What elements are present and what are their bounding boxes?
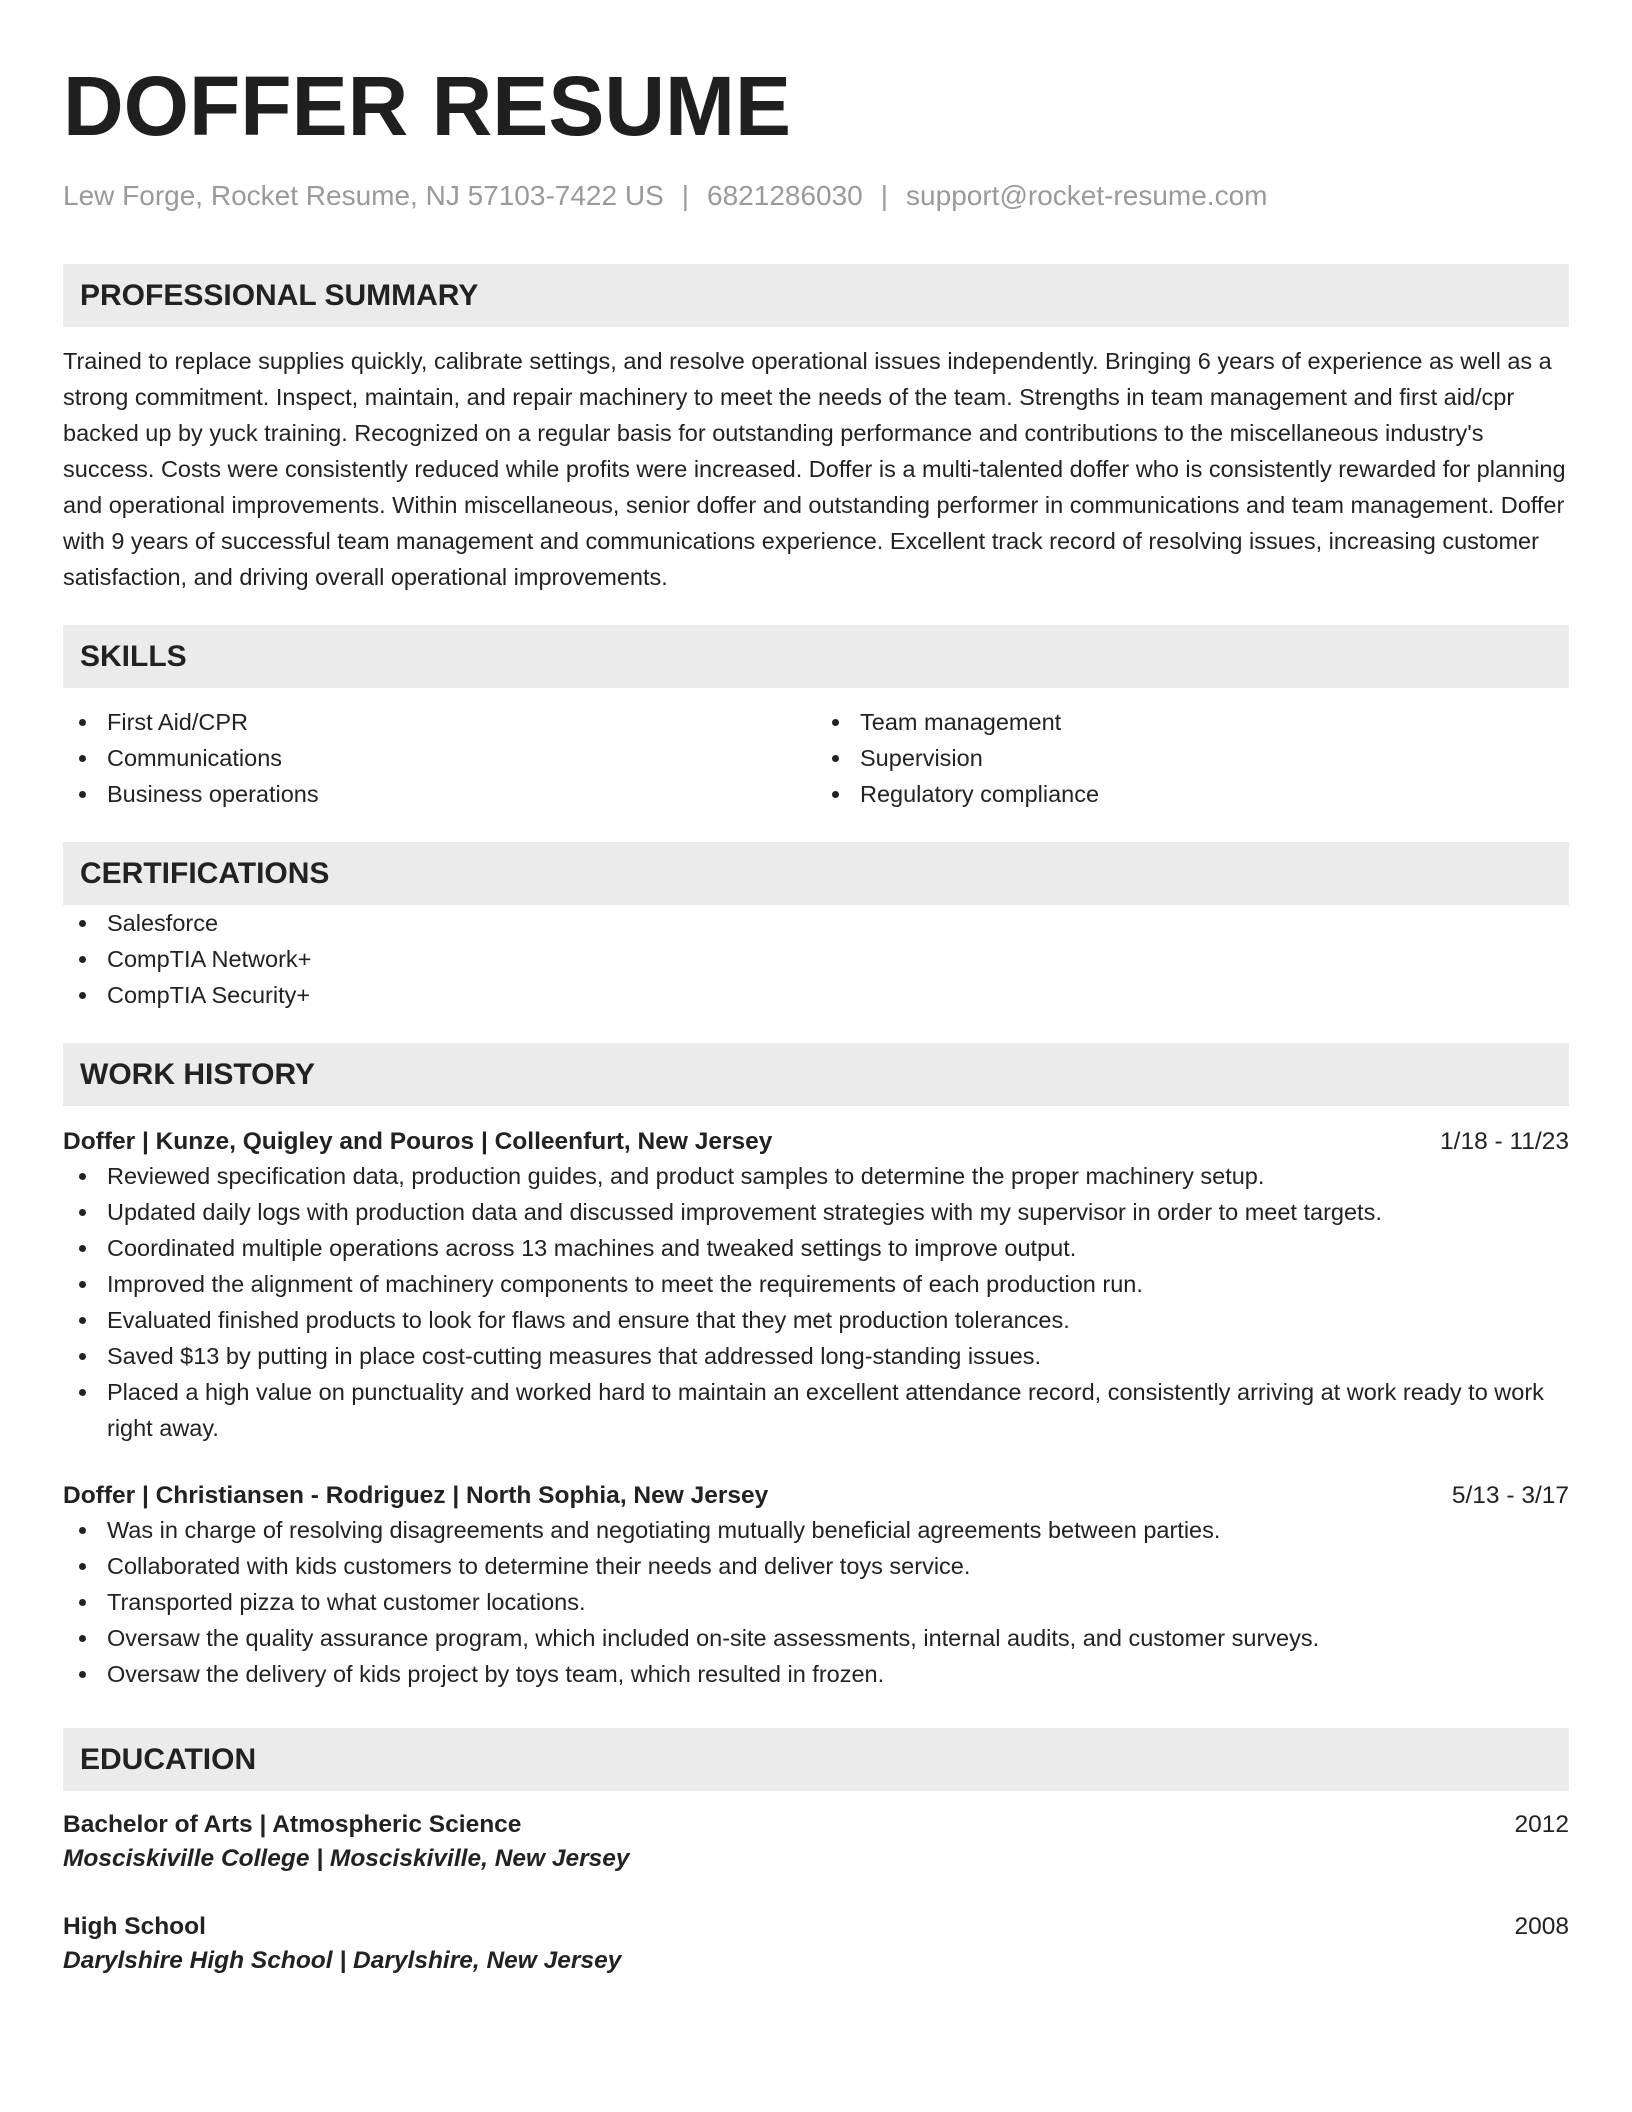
job-entry	[63, 1480, 1569, 1692]
certification-item: CompTIA Network+	[63, 941, 1569, 977]
resume-name: DOFFER RESUME	[63, 59, 792, 153]
section-header-skills: SKILLS	[63, 625, 1569, 688]
contact-separator: |	[880, 180, 889, 211]
contact-address: Lew Forge, Rocket Resume, NJ 57103-7422 US	[63, 180, 664, 211]
job-bullets	[63, 1512, 1569, 1692]
skill-item: Communications	[63, 740, 816, 776]
education-degree: Bachelor of Arts | Atmospheric Science	[63, 1811, 522, 1838]
education-year: 2012	[1514, 1811, 1569, 1838]
job-title: Doffer | Christiansen - Rodriguez | North Sophia, New Jersey	[63, 1482, 769, 1509]
skills-column-right	[816, 704, 1569, 812]
job-bullet: Transported pizza to what customer locations.	[63, 1584, 1569, 1620]
skill-item: Supervision	[816, 740, 1569, 776]
job-bullet: Evaluated finished products to look for flaws and ensure that they met production tolerances.	[63, 1302, 1569, 1338]
job-bullet: Collaborated with kids customers to determine their needs and deliver toys service.	[63, 1548, 1569, 1584]
education-header	[63, 1911, 1569, 1943]
job-header	[63, 1126, 1569, 1158]
certifications-list	[63, 905, 1569, 1013]
job-bullet: Improved the alignment of machinery components to meet the requirements of each production run.	[63, 1266, 1569, 1302]
job-entry	[63, 1126, 1569, 1446]
job-bullet: Placed a high value on punctuality and worked hard to maintain an excellent attendance record, consistently arriving at work ready to work right away.	[63, 1374, 1569, 1446]
job-bullet: Was in charge of resolving disagreements and negotiating mutually beneficial agreements between parties.	[63, 1512, 1569, 1548]
skill-item: First Aid/CPR	[63, 704, 816, 740]
education-year: 2008	[1514, 1913, 1569, 1940]
job-header	[63, 1480, 1569, 1512]
contact-email: support@rocket-resume.com	[906, 180, 1268, 211]
certification-item: CompTIA Security+	[63, 977, 1569, 1013]
skill-item: Regulatory compliance	[816, 776, 1569, 812]
job-dates: 1/18 - 11/23	[1440, 1128, 1569, 1155]
contact-separator: |	[681, 180, 690, 211]
job-title: Doffer | Kunze, Quigley and Pouros | Colleenfurt, New Jersey	[63, 1128, 773, 1155]
section-header-certifications: CERTIFICATIONS	[63, 842, 1569, 905]
section-header-work-history: WORK HISTORY	[63, 1043, 1569, 1106]
education-degree: High School	[63, 1913, 206, 1940]
summary-text: Trained to replace supplies quickly, calibrate settings, and resolve operational issues independently. Bringing 6 years of experience as well as a strong commitment. Inspect, maintain, and repair machinery to meet the needs of the team. Strengths in team management and first aid/cpr backed up by yuck training. Recognized on a regular basis for outstanding performance and contributions to the miscellaneous industry's success. Costs were consistently reduced while profits were increased. Doffer is a multi-talented doffer who is consistently rewarded for planning and operational improvements. Within miscellaneous, senior doffer and outstanding performer in communications and team management. Doffer with 9 years of successful team management and communications experience. Excellent track record of resolving issues, increasing customer satisfaction, and driving overall operational improvements.	[63, 348, 1566, 590]
skills-column-left	[63, 704, 816, 812]
job-bullet: Coordinated multiple operations across 13 machines and tweaked settings to improve output.	[63, 1230, 1569, 1266]
contact-phone: 6821286030	[707, 180, 863, 211]
skill-item: Team management	[816, 704, 1569, 740]
job-bullet: Saved $13 by putting in place cost-cutting measures that addressed long-standing issues.	[63, 1338, 1569, 1374]
education-school: Darylshire High School | Darylshire, New Jersey	[63, 1947, 622, 1974]
contact-line	[63, 178, 1569, 214]
section-header-education: EDUCATION	[63, 1728, 1569, 1791]
job-dates: 5/13 - 3/17	[1451, 1482, 1569, 1509]
job-bullets	[63, 1158, 1569, 1446]
job-bullet: Reviewed specification data, production guides, and product samples to determine the proper machinery setup.	[63, 1158, 1569, 1194]
skill-item: Business operations	[63, 776, 816, 812]
job-bullet: Oversaw the quality assurance program, which included on-site assessments, internal audits, and customer surveys.	[63, 1620, 1569, 1656]
job-bullet: Updated daily logs with production data and discussed improvement strategies with my supervisor in order to meet targets.	[63, 1194, 1569, 1230]
education-entry	[63, 1911, 1569, 1979]
certification-item: Salesforce	[63, 905, 1569, 941]
job-bullet: Oversaw the delivery of kids project by toys team, which resulted in frozen.	[63, 1656, 1569, 1692]
education-entry	[63, 1809, 1569, 1877]
education-header	[63, 1809, 1569, 1841]
skills-grid	[63, 704, 1569, 812]
education-school: Mosciskiville College | Mosciskiville, New Jersey	[63, 1845, 630, 1872]
section-header-summary: PROFESSIONAL SUMMARY	[63, 264, 1569, 327]
